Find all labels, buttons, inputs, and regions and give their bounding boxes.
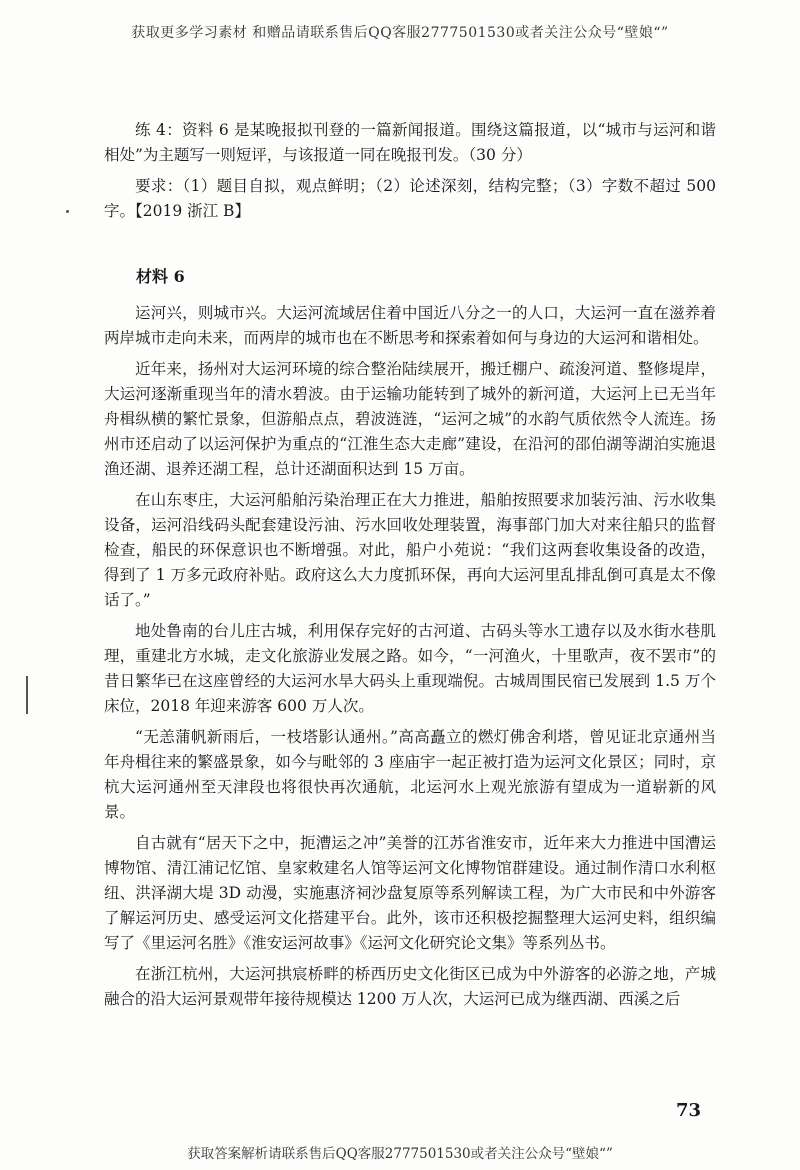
exercise-title: 练 4：资料 6 是某晚报拟刊登的一篇新闻报道。围绕这篇报道，以“城市与运河和谐相处”为主题写一则短评，与该报道一同在晚报刊发。（30 分） [104, 121, 716, 164]
page-footer: 获取答案解析请联系售后QQ客服2777501530或者关注公众号“壁娘“” [187, 1146, 613, 1162]
margin-mark [26, 676, 28, 714]
material-paragraph: 自古就有“居天下之中，扼漕运之冲”美誉的江苏省淮安市，近年来大力推进中国漕运博物馆、清江浦记忆馆、皇家敕建名人馆等运河文化博物馆群建设。通过制作清口水利枢纽、洪泽湖大堤 3D 动漫，实施惠济祠沙盘复原等系列解读工程，为广大市民和中外游客了解运河历史、感受运河文化搭建平台。此外，该市还积极挖掘整理大运河史料，组织编写了《里运河名胜》《淮安运河故事》《运河文化研究论文集》等系列丛书。 [104, 834, 716, 952]
page-header: 获取更多学习素材 和赠品请联系售后QQ客服2777501530或者关注公众号“壁娘“” [131, 25, 669, 41]
material-paragraph: 运河兴，则城市兴。大运河流域居住着中国近八分之一的人口，大运河一直在滋养着两岸城市走向未来，而两岸的城市也在不断思考和探索着如何与身边的大运河和谐相处。 [104, 304, 716, 347]
material-heading: 材料 6 [136, 267, 185, 286]
material-paragraph: “无恙蒲帆新雨后，一枝塔影认通州。”高高矗立的燃灯佛舍利塔，曾见证北京通州当年舟楫往来的繁盛景象，如今与毗邻的 3 座庙宇一起正被打造为运河文化景区；同时，京杭大运河通州至天津段也将很快再次通航，北运河水上观光旅游有望成为一道崭新的风景。 [104, 728, 716, 821]
margin-dot [66, 210, 69, 213]
material-paragraph: 地处鲁南的台儿庄古城，利用保存完好的古河道、古码头等水工遗存以及水街水巷肌理，重建北方水城，走文化旅游业发展之路。如今，“一河渔火，十里歌声，夜不罢市”的昔日繁华已在这座曾经的大运河水旱大码头上重现端倪。古城周围民宿已发展到 1.5 万个床位，2018 年迎来游客 600 万人次。 [104, 622, 716, 715]
page-number: 73 [676, 1100, 702, 1121]
page-content [104, 118, 716, 1012]
material-paragraph: 近年来，扬州对大运河环境的综合整治陆续展开，搬迁棚户、疏浚河道、整修堤岸，大运河逐渐重现当年的清水碧波。由于运输功能转到了城外的新河道，大运河上已无当年舟楫纵横的繁忙景象，但游船点点，碧波涟涟，“运河之城”的水韵气质依然令人流连。扬州市还启动了以运河保护为重点的“江淮生态大走廊”建设，在沿河的邵伯湖等湖泊实施退渔还湖、退养还湖工程，总计还湖面积达到 15 万亩。 [104, 360, 716, 478]
exercise-requirements: 要求：（1）题目自拟，观点鲜明；（2）论述深刻，结构完整；（3）字数不超过 500 字。【2019 浙江 B】 [104, 177, 716, 220]
material-paragraph: 在山东枣庄，大运河船舶污染治理正在大力推进，船舶按照要求加装污油、污水收集设备，运河沿线码头配套建设污油、污水回收处理装置，海事部门加大对来往船只的监督检查，船民的环保意识也不断增强。对此，船户小苑说：“我们这两套收集设备的改造，得到了 1 万多元政府补贴。政府这么大力度抓环保，再向大运河里乱排乱倒可真是太不像话了。” [104, 491, 716, 609]
material-paragraph: 在浙江杭州，大运河拱宸桥畔的桥西历史文化街区已成为中外游客的必游之地，产城融合的沿大运河景观带年接待规模达 1200 万人次，大运河已成为继西湖、西溪之后 [104, 965, 716, 1008]
